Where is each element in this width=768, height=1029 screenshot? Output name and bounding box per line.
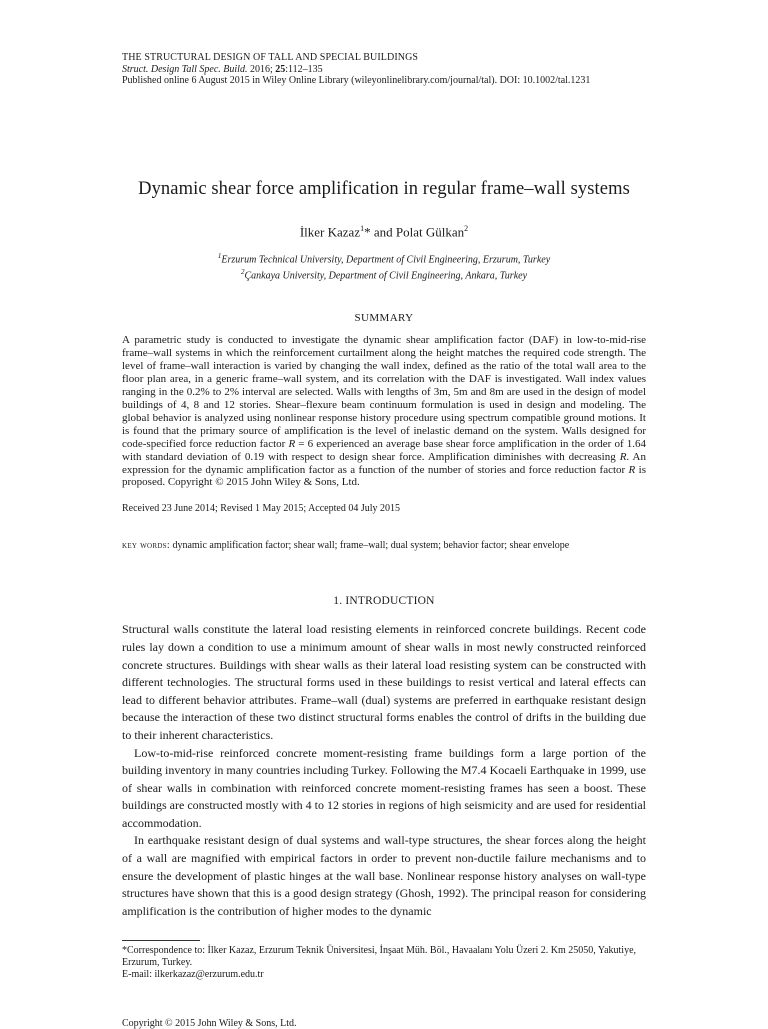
affiliation-mark: 2 — [240, 268, 245, 277]
correspondence-note: *Correspondence to: İlker Kazaz, Erzurum Teknik Üniversitesi, İnşaat Müh. Böl., Havaalanı Yolu Üzeri 2. Km 25050, Yakutiye, Erzurum, Turkey. — [122, 945, 637, 969]
keywords-label: key words: — [122, 540, 170, 552]
citation-pages: :112–135 — [285, 63, 323, 75]
email-line: E-mail: ilkerkazaz@erzurum.edu.tr — [122, 968, 264, 980]
received-dates: Received 23 June 2014; Revised 1 May 2015; Accepted 04 July 2015 — [122, 503, 401, 515]
affiliation-text: Çankaya University, Department of Civil Engineering, Ankara, Turkey — [244, 270, 528, 282]
abstract-text: A parametric study is conducted to investigate the dynamic shear amplification factor (DAF) in low-to-mid-rise frame–wall systems in which the reinforcement curtailment along the height matches the required code strength. The level of frame–wall interaction is varied by changing the wall index, defined as the ratio of the total wall area to the floor plan area, in a generic frame–wall system, and its correlation with the DAF is investigated. Wall index values ranging in the 0.2% to 2% interval are selected. Walls with lengths of 3m, 5m and 8m are used in the design of model buildings of 4, 8 and 12 stories. Shear–flexure beam continuum formulation is used in design and modeling. The global behavior is analyzed using nonlinear response history procedure using spectrum compatible ground motions. It is found that the primary source of amplification is the level of inelastic demand on the system. Walls designed for code-specified force reduction factor — [122, 334, 646, 450]
copyright-line: Copyright © 2015 John Wiley & Sons, Ltd. — [122, 1018, 297, 1029]
author-affil-mark: 2 — [464, 223, 469, 233]
author-name: Polat Gülkan — [395, 223, 465, 239]
abstract — [122, 334, 646, 489]
footnote-divider — [122, 940, 200, 941]
author-affil-mark: 1 — [360, 223, 365, 233]
affiliations — [122, 250, 646, 283]
summary-heading: SUMMARY — [354, 312, 414, 325]
keywords — [122, 540, 646, 551]
keywords-text: dynamic amplification factor; shear wall; frame–wall; dual system; behavior factor; shear envelope — [169, 540, 570, 552]
paragraph: In earthquake resistant design of dual systems and wall-type structures, the shear forces along the height of a wall are magnified with empirical factors in order to prevent non-ductile failure mechanisms and to ensure the development of plastic hinges at the wall base. Nonlinear response history analyses on wall-type structures have shown that this is a good design strategy (Ghosh, 1992). The principal reason for considering amplification is the contribution of higher modes to the dynamic — [122, 833, 646, 918]
published-line: Published online 6 August 2015 in Wiley Online Library (wileyonlinelibrary.com/journal/tal). DOI: 10.1002/tal.1231 — [122, 75, 591, 86]
abstract-text: = 6 experienced an average base shear force amplification in the order of 1.64 with standard deviation of 0.19 with respect to design shear force. Amplification diminishes with decreasing — [122, 437, 646, 463]
journal-name: THE STRUCTURAL DESIGN OF TALL AND SPECIAL BUILDINGS — [122, 52, 419, 63]
abstract-symbol: R — [628, 463, 636, 476]
citation-volume: 25 — [275, 63, 286, 75]
footnote — [122, 945, 646, 980]
paper-title: Dynamic shear force amplification in regular frame–wall systems — [138, 178, 630, 199]
citation-year: 2016; — [249, 63, 273, 75]
citation-abbrev: Struct. Design Tall Spec. Build. — [122, 63, 248, 75]
corresponding-mark: * — [364, 223, 371, 239]
author-connector: and — [370, 223, 396, 239]
citation-line — [122, 64, 646, 76]
section-body — [122, 621, 646, 920]
author-list — [122, 224, 646, 240]
affiliation-text: Erzurum Technical University, Department of Civil Engineering, Erzurum, Turkey — [221, 254, 551, 266]
affiliation-mark: 1 — [217, 251, 222, 260]
affiliation — [122, 266, 646, 282]
abstract-symbol: R — [619, 450, 627, 463]
paragraph: Low-to-mid-rise reinforced concrete moment-resisting frame buildings form a large portion of the building inventory in many countries including Turkey. Following the M7.4 Kocaeli Earthquake in 1999, use of shear walls in combination with reinforced concrete moment-resisting frames has seen a boost. These buildings are constructed mostly with 4 to 12 stories in regions of high seismicity and are used for residential accommodation. — [122, 745, 646, 830]
abstract-text: . An expression for the dynamic amplification factor as a function of the number of stories and force reduction factor — [122, 450, 646, 476]
author-name: İlker Kazaz — [299, 223, 361, 239]
affiliation — [122, 250, 646, 266]
journal-header — [122, 52, 646, 87]
section-heading: 1. INTRODUCTION — [333, 595, 435, 608]
abstract-symbol: R — [288, 437, 296, 450]
abstract-text: is proposed. Copyright © 2015 John Wiley & Sons, Ltd. — [122, 463, 646, 489]
paragraph: Structural walls constitute the lateral load resisting elements in reinforced concrete buildings. Recent code rules lay down a condition to use a minimum amount of shear walls in most newly constructed reinforced concrete structures. Buildings with shear walls as their lateral load resisting system can be constructed with different technologies. The structural forms used in these buildings to resist vertical and lateral effects can lead to different behavior attributes. Frame–wall (dual) systems are preferred in earthquake resistant design because the interaction of these two distinct structural forms enables the control of drifts in the building due to their inherent characteristics. — [122, 622, 646, 742]
